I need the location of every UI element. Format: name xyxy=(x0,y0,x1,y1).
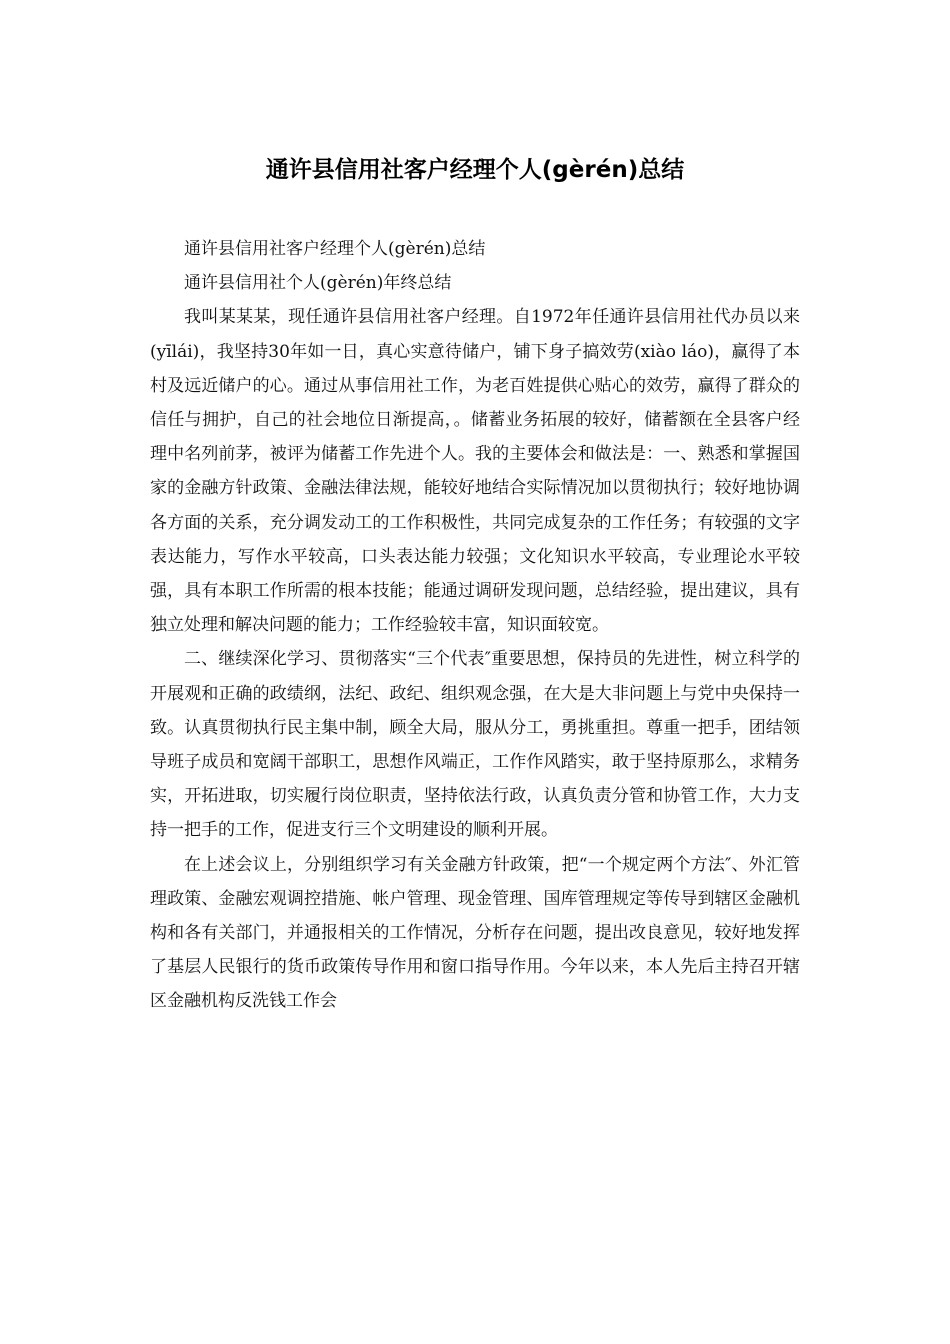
paragraph-subtitle-1: 通许县信用社客户经理个人(gèrén)总结 xyxy=(184,239,486,259)
paragraph-subtitle-2: 通许县信用社个人(gèrén)年终总结 xyxy=(184,273,452,294)
document-body xyxy=(150,232,800,1019)
paragraph-section-two: 二、继续深化学习、贯彻落实“三个代表″重要思想，保持员的先进性，树立科学的开展观和正确的政绩纲，法纪、政纪、组织观念强，在大是大非问题上与党中央保持一致。认真贯彻执行民主集中制，顾全大局，服从分工，勇挑重担。尊重一把手，团结领导班子成员和宽阔干部职工，思想作风端正，工作作风踏实，敢于坚持原那么，求精务实，开拓进取，切实履行岗位职责，坚持依法行政，认真负责分管和协管工作，大力支持一把手的工作，促进支行三个文明建设的顺利开展。 xyxy=(150,649,800,841)
paragraph-meetings: 在上述会议上，分别组织学习有关金融方针政策，把“一个规定两个方法″、外汇管理政策、金融宏观调控措施、帐户管理、现金管理、国库管理规定等传导到辖区金融机构和各有关部门，并通报相关的工作情况，分析存在问题，提出改良意见，较好地发挥了基层人民银行的货币政策传导作用和窗口指导作用。今年以来，本人先后主持召开辖区金融机构反洗钱工作会 xyxy=(150,854,800,1012)
paragraph-introduction: 我叫某某某，现任通许县信用社客户经理。自1972年任通许县信用社代办员以来(yīlái)，我坚持30年如一日，真心实意待储户，铺下身子搞效劳(xiào láo)，赢得了本村及远近储户的心。通过从事信用社工作，为老百姓提供心贴心的效劳，赢得了群众的信任与拥护，自己的社会地位日渐提高，。储蓄业务拓展的较好，储蓄额在全县客户经理中名列前茅，被评为储蓄工作先进个人。我的主要体会和做法是：一、熟悉和掌握国家的金融方针政策、金融法律法规，能较好地结合实际情况加以贯彻执行；较好地协调各方面的关系，充分调发动工的工作积极性，共同完成复杂的工作任务；有较强的文字表达能力，写作水平较高，口头表达能力较强；文化知识水平较高，专业理论水平较强，具有本职工作所需的根本技能；能通过调研发现问题，总结经验，提出建议，具有独立处理和解决问题的能力；工作经验较丰富，知识面较宽。 xyxy=(150,307,800,636)
document-title: 通许县信用社客户经理个人(gèrén)总结 xyxy=(265,157,685,183)
